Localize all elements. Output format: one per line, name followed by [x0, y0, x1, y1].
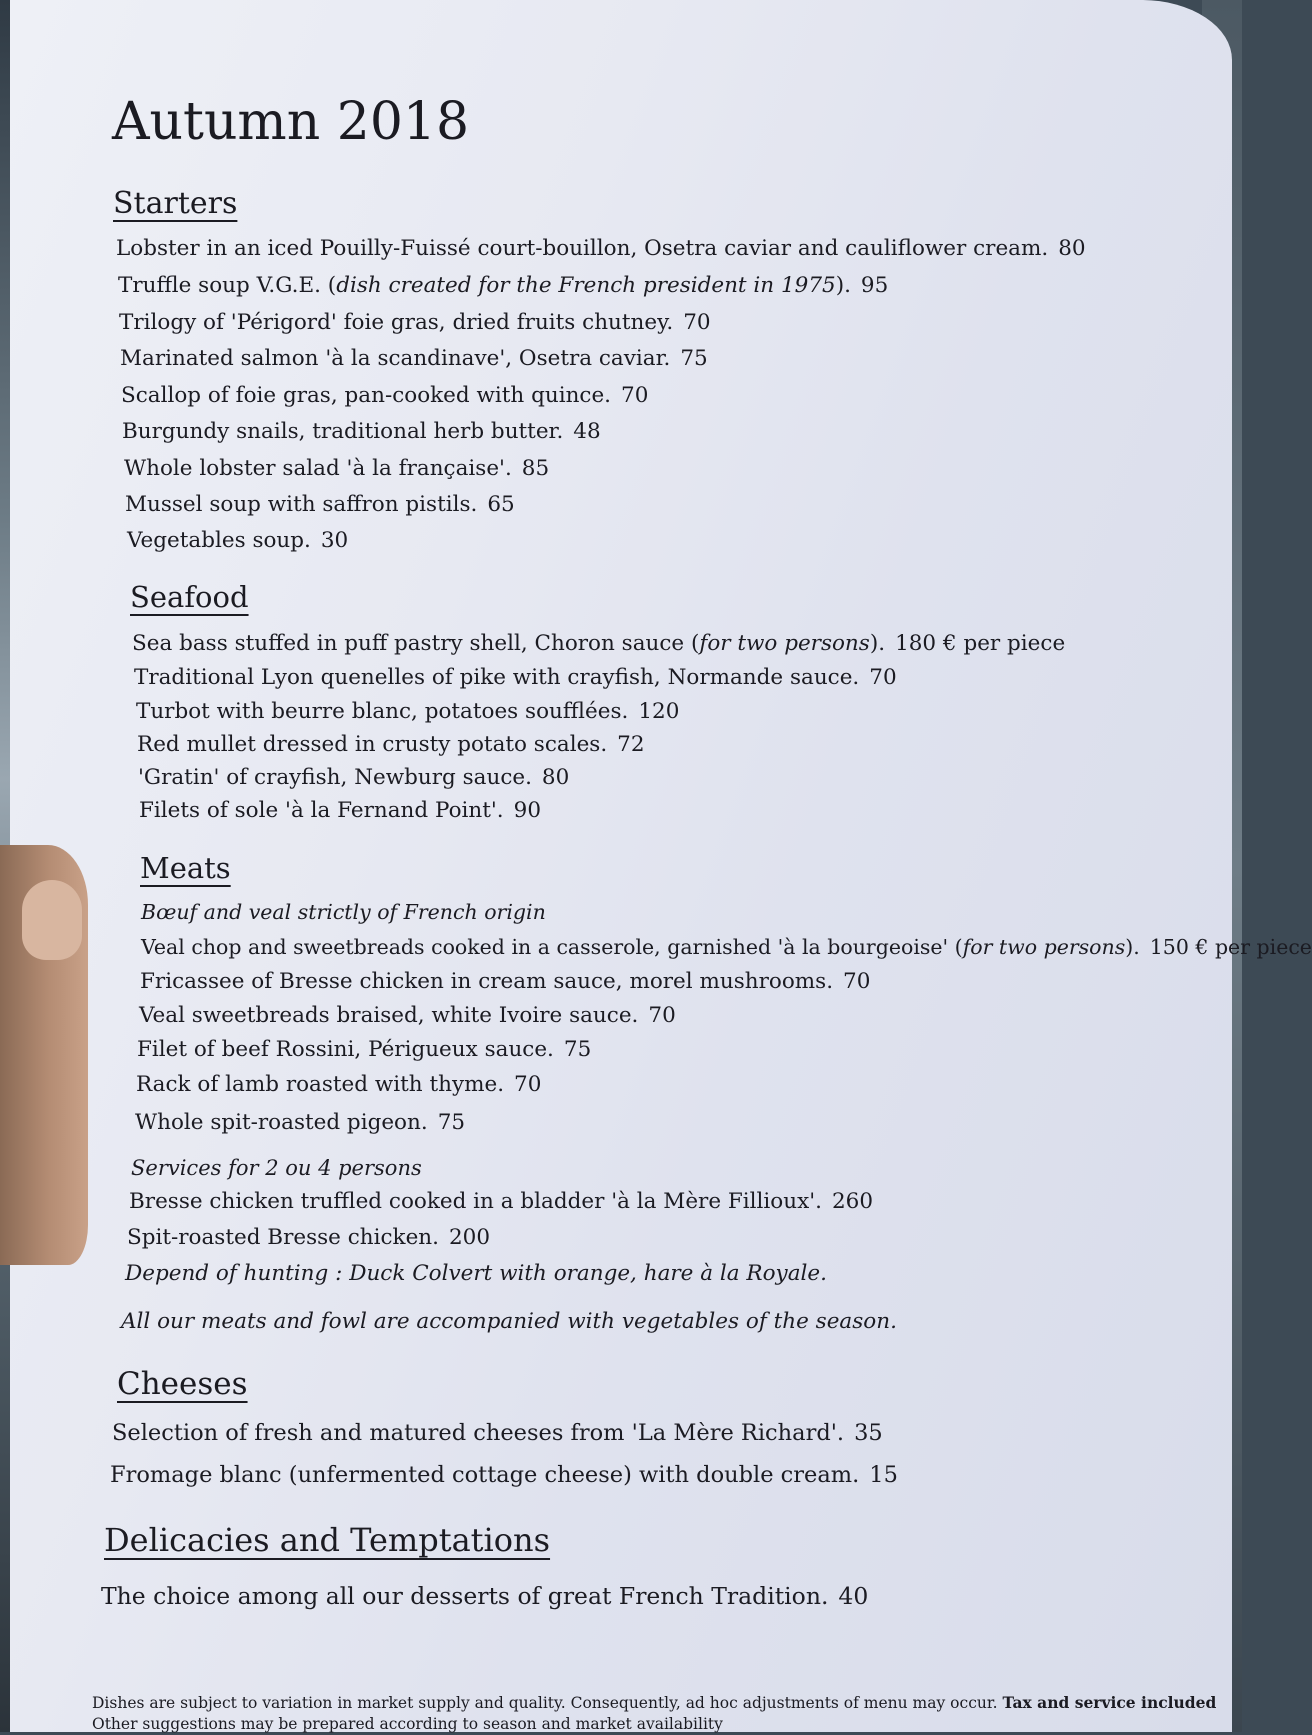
menu-item: The choice among all our desserts of great French Tradition. 40: [101, 1582, 869, 1610]
menu-item: Fricassee of Bresse chicken in cream sauce, morel mushrooms. 70: [140, 969, 871, 994]
item-price: 15: [869, 1462, 898, 1488]
menu-item: Fromage blanc (unfermented cottage cheese) with double cream. 15: [110, 1462, 898, 1488]
menu-item: Trilogy of 'Périgord' foie gras, dried fruits chutney. 70: [119, 310, 711, 335]
meats-origin-note: Bœuf and veal strictly of French origin: [141, 900, 546, 924]
menu-title: Autumn 2018: [112, 92, 470, 152]
item-price: 75: [437, 1110, 466, 1135]
item-price: 90: [513, 798, 541, 823]
item-price: 200: [448, 1225, 491, 1250]
item-price: 72: [617, 732, 645, 757]
menu-item: Whole lobster salad 'à la française'. 85: [124, 456, 550, 481]
section-heading-seafood: Seafood: [130, 580, 249, 614]
menu-item: Traditional Lyon quenelles of pike with crayfish, Normande sauce. 70: [134, 665, 897, 690]
menu-item: Rack of lamb roasted with thyme. 70: [136, 1072, 542, 1097]
menu-footer: [92, 1692, 1222, 1735]
section-heading-starters: Starters: [113, 186, 238, 221]
menu-item: 'Gratin' of crayfish, Newburg sauce. 80: [138, 765, 570, 790]
section-heading-cheeses: Cheeses: [117, 1366, 248, 1402]
tax-note: Tax and service included: [1002, 1693, 1217, 1712]
item-price: 70: [514, 1072, 542, 1097]
menu-item: Burgundy snails, traditional herb butter. 48: [122, 419, 601, 444]
menu-item: Selection of fresh and matured cheeses from 'La Mère Richard'. 35: [112, 1420, 883, 1446]
footer-line-1: Dishes are subject to variation in market supply and quality. Consequently, ad hoc adjustments of menu may occur. Tax and service included: [92, 1693, 1217, 1712]
item-price: 70: [843, 969, 871, 994]
menu-item: Veal sweetbreads braised, white Ivoire sauce. 70: [139, 1003, 676, 1028]
item-price: 70: [648, 1003, 676, 1028]
services-note: Services for 2 ou 4 persons: [131, 1156, 422, 1180]
accompaniment-note: All our meats and fowl are accompanied with vegetables of the season.: [121, 1309, 897, 1334]
menu-item: Mussel soup with saffron pistils. 65: [125, 492, 515, 517]
item-price: 80: [541, 765, 570, 790]
section-heading-delicacies: Delicacies and Temptations: [104, 1521, 551, 1559]
item-note: for two persons: [699, 631, 870, 656]
footer-line-2: Other suggestions may be prepared according to season and market availability: [92, 1715, 723, 1733]
item-price: 95: [860, 273, 889, 298]
menu-item: Veal chop and sweetbreads cooked in a casserole, garnished 'à la bourgeoise' (for two persons). 150 € per piece: [141, 935, 1312, 959]
item-price: 70: [683, 310, 711, 335]
menu-item: Lobster in an iced Pouilly-Fuissé court-bouillon, Osetra caviar and cauliflower cream. 80: [116, 236, 1086, 261]
hunting-note: Depend of hunting : Duck Colvert with orange, hare à la Royale.: [125, 1261, 827, 1286]
item-price: 65: [487, 492, 515, 517]
menu-item: Sea bass stuffed in puff pastry shell, Choron sauce (for two persons). 180 € per piece: [132, 631, 1066, 656]
item-price: 70: [869, 665, 897, 690]
menu-item: Bresse chicken truffled cooked in a bladder 'à la Mère Fillioux'. 260: [129, 1189, 874, 1214]
menu-item: Filet of beef Rossini, Périgueux sauce. 75: [137, 1037, 592, 1062]
item-price: 120: [638, 699, 680, 724]
menu-item: Vegetables soup. 30: [127, 528, 349, 553]
item-price: 30: [320, 528, 349, 553]
menu-item: Spit-roasted Bresse chicken. 200: [127, 1225, 491, 1250]
item-price: 85: [521, 456, 550, 481]
item-price: 40: [838, 1582, 869, 1610]
item-price: 70: [621, 383, 649, 408]
item-price: 180 € per piece: [895, 631, 1066, 656]
menu-item: Marinated salmon 'à la scandinave', Osetra caviar. 75: [120, 346, 708, 371]
item-price: 75: [563, 1037, 592, 1062]
item-price: 150 € per piece: [1149, 935, 1312, 959]
item-note: for two persons: [962, 935, 1126, 959]
item-price: 75: [680, 346, 708, 371]
menu-item: Scallop of foie gras, pan-cooked with quince. 70: [121, 383, 649, 408]
menu-item: Filets of sole 'à la Fernand Point'. 90: [139, 798, 541, 823]
item-price: 260: [831, 1189, 874, 1214]
item-price: 35: [854, 1420, 883, 1446]
menu-item: Truffle soup V.G.E. (dish created for the French president in 1975). 95: [118, 273, 889, 298]
menu-item: Whole spit-roasted pigeon. 75: [135, 1110, 466, 1135]
menu-item: Turbot with beurre blanc, potatoes soufflées. 120: [136, 699, 680, 724]
item-price: 80: [1058, 236, 1086, 261]
menu-item: Red mullet dressed in crusty potato scales. 72: [137, 732, 645, 757]
section-heading-meats: Meats: [140, 851, 231, 885]
item-note: dish created for the French president in 1975: [336, 273, 836, 298]
item-price: 48: [573, 419, 601, 444]
